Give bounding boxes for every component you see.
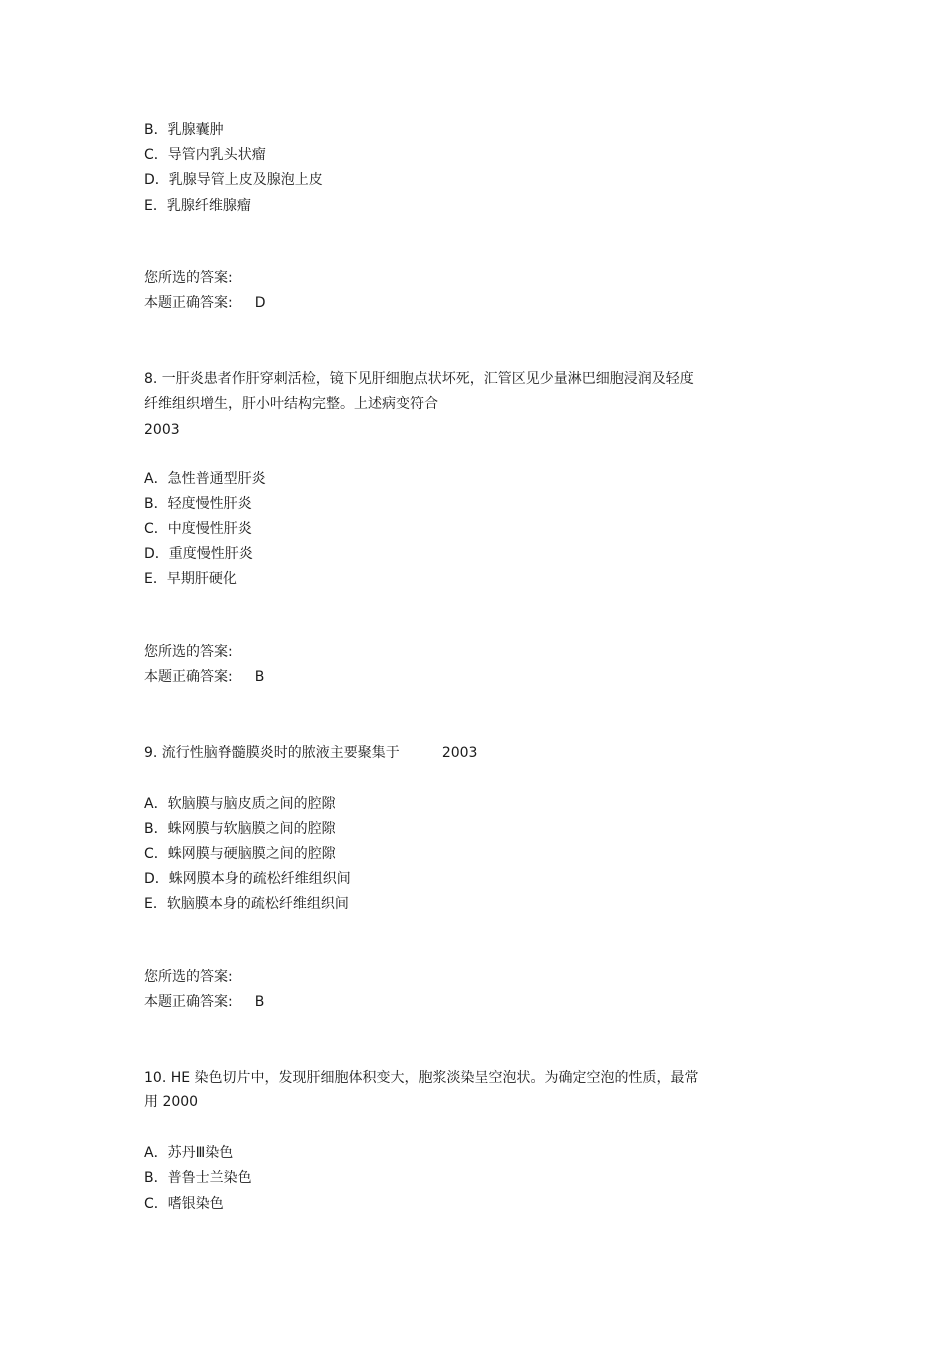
option-b: B．乳腺囊肿 [144,122,224,138]
q9-option-b: B．蛛网膜与软脑膜之间的腔隙 [144,821,336,837]
q10-option-a: A．苏丹Ⅲ染色 [144,1145,234,1161]
q9-your-answer-label: 您所选的答案: [144,969,233,985]
q8-your-answer-label: 您所选的答案: [144,644,233,660]
q9-year: 2003 [441,745,478,761]
q10-option-c: C．嗜银染色 [144,1196,224,1212]
q8-year: 2003 [144,422,180,438]
q10-stem-line2: 用 2000 [144,1094,199,1110]
q9-stem-row [144,744,477,762]
option-c: C．导管内乳头状瘤 [144,147,266,163]
q10-option-b: B．普鲁士兰染色 [144,1170,252,1186]
q9-stem: 9. 流行性脑脊髓膜炎时的脓液主要聚集于 [144,745,400,761]
q8-option-d: D．重度慢性肝炎 [144,546,253,562]
option-e: E．乳腺纤维腺瘤 [144,198,251,214]
q9-correct-answer-value: B [254,994,265,1010]
q8-option-c: C．中度慢性肝炎 [144,521,252,537]
correct-answer-value: D [254,295,266,311]
q10-stem-line1: 10. HE 染色切片中，发现肝细胞体积变大，胞浆淡染呈空泡状。为确定空泡的性质，最常 [144,1070,699,1086]
correct-answer-label: 本题正确答案: [144,295,233,311]
your-answer-label: 您所选的答案: [144,270,233,286]
option-d: D．乳腺导管上皮及腺泡上皮 [144,172,323,188]
q8-stem-line2: 纤维组织增生，肝小叶结构完整。上述病变符合 [144,396,438,412]
q8-option-e: E．早期肝硬化 [144,571,237,587]
q8-correct-answer-row [144,668,264,686]
q9-option-c: C．蛛网膜与硬脑膜之间的腔隙 [144,846,336,862]
q9-correct-answer-row [144,993,264,1011]
q8-stem-line1: 8. 一肝炎患者作肝穿刺活检，镜下见肝细胞点状坏死，汇管区见少量淋巴细胞浸润及轻度 [144,371,694,387]
correct-answer-row [144,294,266,312]
q9-correct-answer-label: 本题正确答案: [144,994,233,1010]
q9-option-d: D．蛛网膜本身的疏松纤维组织间 [144,871,351,887]
q8-correct-answer-value: B [254,669,265,685]
q8-option-a: A．急性普通型肝炎 [144,471,266,487]
q8-correct-answer-label: 本题正确答案: [144,669,233,685]
q8-option-b: B．轻度慢性肝炎 [144,496,252,512]
q9-option-e: E．软脑膜本身的疏松纤维组织间 [144,896,349,912]
q9-option-a: A．软脑膜与脑皮质之间的腔隙 [144,796,336,812]
